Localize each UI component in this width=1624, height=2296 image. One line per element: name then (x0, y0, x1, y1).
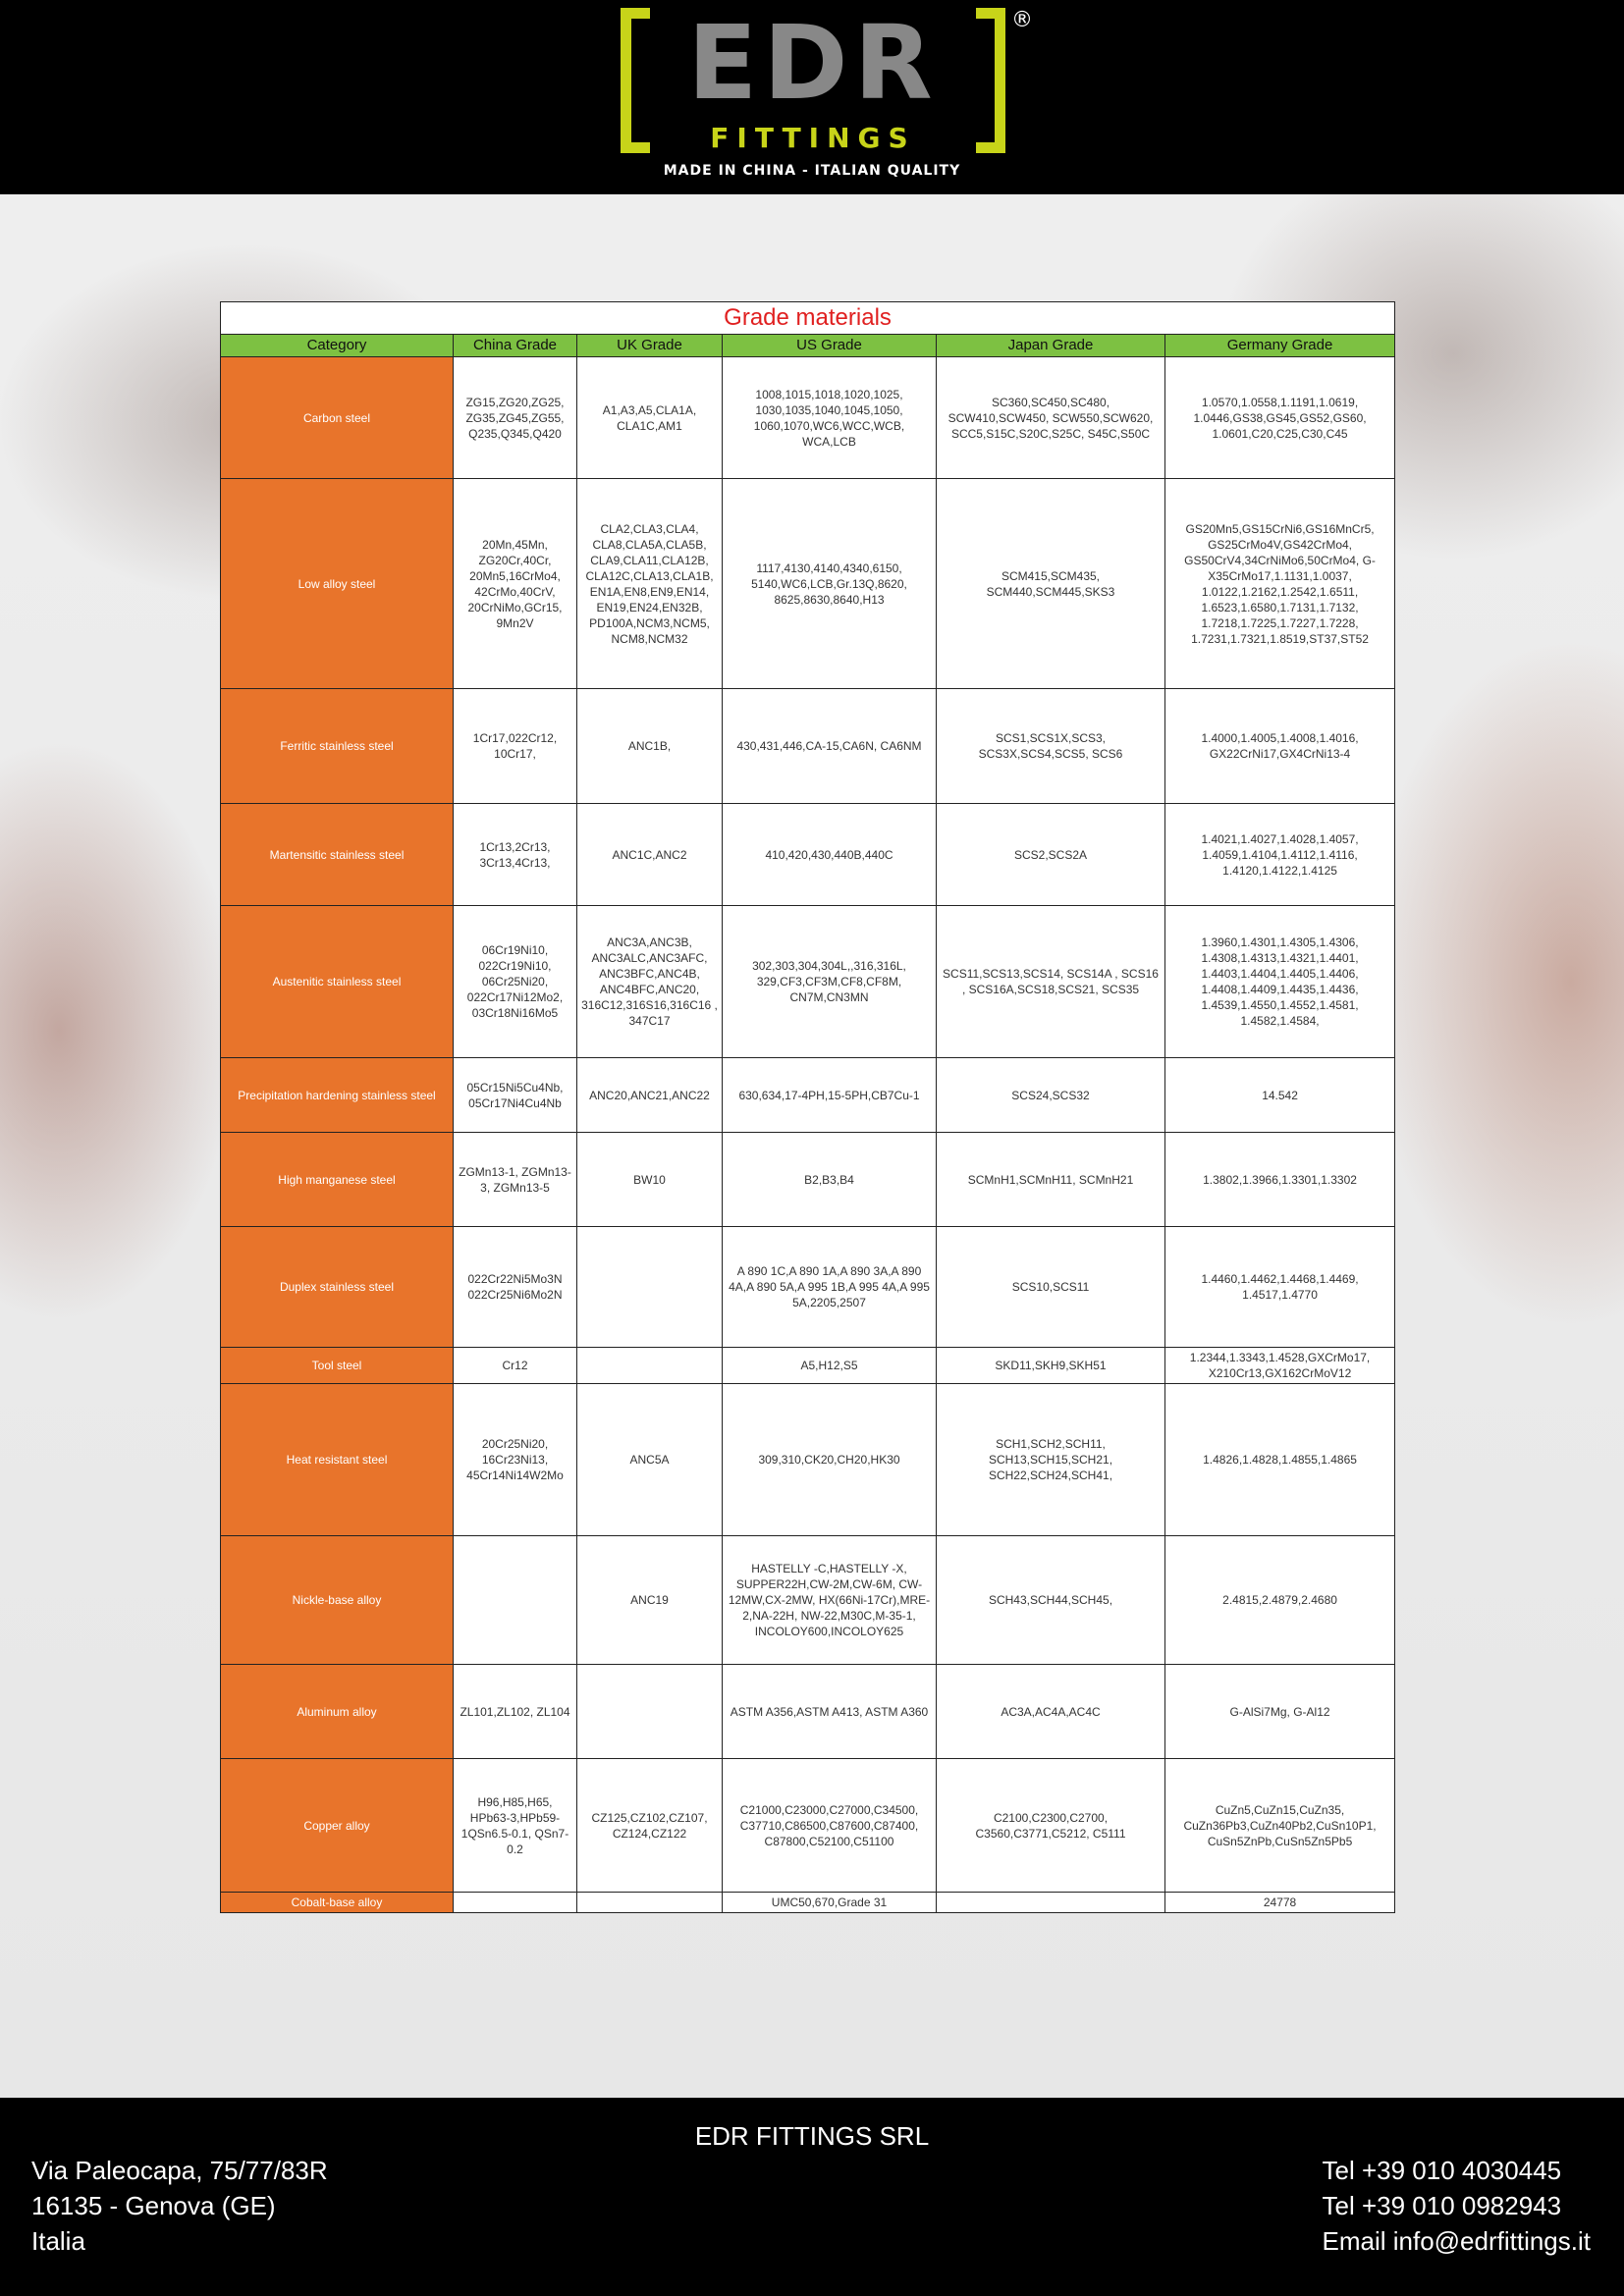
cell-us-grade: C21000,C23000,C27000,C34500, C37710,C86500,C87600,C87400, C87800,C52100,C51100 (723, 1759, 937, 1893)
table-row (221, 1536, 1395, 1665)
cell-china-grade: 1Cr17,022Cr12, 10Cr17, (454, 689, 577, 804)
cell-china-grade: H96,H85,H65, HPb63-3,HPb59-1QSn6.5-0.1, QSn7-0.2 (454, 1759, 577, 1893)
table-header-row (221, 335, 1395, 357)
cell-us-grade: A5,H12,S5 (723, 1348, 937, 1384)
table-row (221, 1665, 1395, 1759)
cell-japan-grade: SKD11,SKH9,SKH51 (937, 1348, 1165, 1384)
cell-germany-grade: 1.3960,1.4301,1.4305,1.4306, 1.4308,1.4313,1.4321,1.4401, 1.4403,1.4404,1.4405,1.4406, 1.4408,1.4409,1.4435,1.4436, 1.4539,1.4550,1.4552,1.4581, 1.4582,1.4584, (1165, 906, 1395, 1058)
cell-japan-grade: SCS10,SCS11 (937, 1227, 1165, 1348)
cell-germany-grade: 1.2344,1.3343,1.4528,GXCrMo17, X210Cr13,GX162CrMoV12 (1165, 1348, 1395, 1384)
logo-subtext: FITTINGS (710, 122, 916, 154)
cell-uk-grade: CZ125,CZ102,CZ107, CZ124,CZ122 (577, 1759, 723, 1893)
table-row (221, 1384, 1395, 1536)
cell-germany-grade: 24778 (1165, 1893, 1395, 1913)
cell-category: Austenitic stainless steel (221, 906, 454, 1058)
cell-us-grade: 410,420,430,440B,440C (723, 804, 937, 906)
cell-japan-grade: SCS24,SCS32 (937, 1058, 1165, 1133)
cell-japan-grade: SCM415,SCM435, SCM440,SCM445,SKS3 (937, 479, 1165, 689)
cell-japan-grade: C2100,C2300,C2700, C3560,C3771,C5212, C5111 (937, 1759, 1165, 1893)
edr-logo (621, 3, 1005, 154)
table-row (221, 1058, 1395, 1133)
cell-us-grade: 430,431,446,CA-15,CA6N, CA6NM (723, 689, 937, 804)
table-title: Grade materials (221, 302, 1395, 335)
cell-germany-grade: GS20Mn5,GS15CrNi6,GS16MnCr5, GS25CrMo4V,GS42CrMo4, GS50CrV4,34CrNiMo6,50CrMo4, G-X35CrMo17,1.1131,1.0037, 1.0122,1.2162,1.2542,1.6511, 1.6523,1.6580,1.7131,1.7132, 1.7218,1.7225,1.7227,1.7228, 1.7231,1.7321,1.8519,ST37,ST52 (1165, 479, 1395, 689)
cell-germany-grade: CuZn5,CuZn15,CuZn35, CuZn36Pb3,CuZn40Pb2,CuSn10P1, CuSn5ZnPb,CuSn5Zn5Pb5 (1165, 1759, 1395, 1893)
cell-germany-grade: 1.3802,1.3966,1.3301,1.3302 (1165, 1133, 1395, 1227)
table-row (221, 1133, 1395, 1227)
grade-materials-table-container (220, 301, 1394, 1913)
cell-china-grade (454, 1536, 577, 1665)
table-row (221, 1759, 1395, 1893)
cell-category: Cobalt-base alloy (221, 1893, 454, 1913)
grade-materials-table (220, 301, 1395, 1913)
tagline: MADE IN CHINA - ITALIAN QUALITY (663, 163, 961, 179)
logo-text: EDR (687, 3, 939, 123)
email-link[interactable]: Email info@edrfittings.it (1322, 2226, 1591, 2256)
cell-us-grade: 302,303,304,304L,,316,316L, 329,CF3,CF3M,CF8,CF8M, CN7M,CN3MN (723, 906, 937, 1058)
table-row (221, 1227, 1395, 1348)
table-row (221, 1893, 1395, 1913)
cell-china-grade (454, 1893, 577, 1913)
cell-category: Copper alloy (221, 1759, 454, 1893)
cell-china-grade: 05Cr15Ni5Cu4Nb, 05Cr17Ni4Cu4Nb (454, 1058, 577, 1133)
cell-category: Aluminum alloy (221, 1665, 454, 1759)
cell-germany-grade: 2.4815,2.4879,2.4680 (1165, 1536, 1395, 1665)
table-row (221, 906, 1395, 1058)
logo-bracket-left (621, 8, 650, 153)
phone-2: Tel +39 010 0982943 (1322, 2191, 1562, 2220)
cell-us-grade: UMC50,670,Grade 31 (723, 1893, 937, 1913)
cell-category: High manganese steel (221, 1133, 454, 1227)
cell-category: Duplex stainless steel (221, 1227, 454, 1348)
cell-us-grade: 309,310,CK20,CH20,HK30 (723, 1384, 937, 1536)
cell-china-grade: 20Mn,45Mn, ZG20Cr,40Cr, 20Mn5,16CrMo4, 42CrMo,40CrV, 20CrNiMo,GCr15, 9Mn2V (454, 479, 577, 689)
page-header (0, 0, 1624, 194)
cell-china-grade: ZGMn13-1, ZGMn13-3, ZGMn13-5 (454, 1133, 577, 1227)
cell-china-grade: 022Cr22Ni5Mo3N 022Cr25Ni6Mo2N (454, 1227, 577, 1348)
cell-us-grade: HASTELLY -C,HASTELLY -X, SUPPER22H,CW-2M,CW-6M, CW-12MW,CX-2MW, HX(66Ni-17Cr),MRE-2,NA-22H, NW-22,M30C,M-35-1, INCOLOY600,INCOLOY625 (723, 1536, 937, 1665)
registered-mark: ® (1011, 8, 1033, 32)
cell-germany-grade: 1.4021,1.4027,1.4028,1.4057, 1.4059,1.4104,1.4112,1.4116, 1.4120,1.4122,1.4125 (1165, 804, 1395, 906)
table-row (221, 357, 1395, 479)
cell-china-grade: 1Cr13,2Cr13, 3Cr13,4Cr13, (454, 804, 577, 906)
cell-category: Nickle-base alloy (221, 1536, 454, 1665)
cell-germany-grade: 1.4826,1.4828,1.4855,1.4865 (1165, 1384, 1395, 1536)
cell-uk-grade: CLA2,CLA3,CLA4, CLA8,CLA5A,CLA5B, CLA9,CLA11,CLA12B, CLA12C,CLA13,CLA1B, EN1A,EN8,EN9,EN14, EN19,EN24,EN32B, PD100A,NCM3,NCM5, NCM8,NCM32 (577, 479, 723, 689)
table-row (221, 1348, 1395, 1384)
cell-china-grade: ZG15,ZG20,ZG25, ZG35,ZG45,ZG55, Q235,Q345,Q420 (454, 357, 577, 479)
cell-china-grade: ZL101,ZL102, ZL104 (454, 1665, 577, 1759)
cell-germany-grade: 14.542 (1165, 1058, 1395, 1133)
cell-category: Heat resistant steel (221, 1384, 454, 1536)
cell-us-grade: B2,B3,B4 (723, 1133, 937, 1227)
table-row (221, 479, 1395, 689)
cell-japan-grade: SCS2,SCS2A (937, 804, 1165, 906)
column-header-uk: UK Grade (577, 335, 723, 357)
cell-category: Ferritic stainless steel (221, 689, 454, 804)
address-line: 16135 - Genova (GE) (31, 2191, 276, 2220)
column-header-china: China Grade (454, 335, 577, 357)
table-body (221, 357, 1395, 1913)
cell-category: Low alloy steel (221, 479, 454, 689)
cell-china-grade: 20Cr25Ni20, 16Cr23Ni13, 45Cr14Ni14W2Mo (454, 1384, 577, 1536)
cell-china-grade: 06Cr19Ni10, 022Cr19Ni10, 06Cr25Ni20, 022Cr17Ni12Mo2, 03Cr18Ni16Mo5 (454, 906, 577, 1058)
cell-category: Tool steel (221, 1348, 454, 1384)
contact-block (1323, 2153, 1592, 2259)
address-line: Italia (31, 2226, 85, 2256)
cell-uk-grade: ANC19 (577, 1536, 723, 1665)
cell-germany-grade: G-AlSi7Mg, G-Al12 (1165, 1665, 1395, 1759)
cell-germany-grade: 1.0570,1.0558,1.1191,1.0619, 1.0446,GS38,GS45,GS52,GS60, 1.0601,C20,C25,C30,C45 (1165, 357, 1395, 479)
cell-japan-grade: SCH43,SCH44,SCH45, (937, 1536, 1165, 1665)
cell-uk-grade: ANC20,ANC21,ANC22 (577, 1058, 723, 1133)
cell-uk-grade: BW10 (577, 1133, 723, 1227)
company-name: EDR FITTINGS SRL (694, 2121, 930, 2151)
cell-japan-grade: SC360,SC450,SC480, SCW410,SCW450, SCW550,SCW620, SCC5,S15C,S20C,S25C, S45C,S50C (937, 357, 1165, 479)
address-line: Via Paleocapa, 75/77/83R (31, 2156, 328, 2185)
cell-us-grade: 1008,1015,1018,1020,1025, 1030,1035,1040,1045,1050, 1060,1070,WC6,WCC,WCB, WCA,LCB (723, 357, 937, 479)
cell-us-grade: A 890 1C,A 890 1A,A 890 3A,A 890 4A,A 890 5A,A 995 1B,A 995 4A,A 995 5A,2205,2507 (723, 1227, 937, 1348)
cell-uk-grade (577, 1227, 723, 1348)
cell-japan-grade: SCMnH1,SCMnH11, SCMnH21 (937, 1133, 1165, 1227)
cell-uk-grade: ANC1C,ANC2 (577, 804, 723, 906)
page-footer (0, 2098, 1624, 2296)
cell-uk-grade (577, 1348, 723, 1384)
cell-germany-grade: 1.4460,1.4462,1.4468,1.4469, 1.4517,1.4770 (1165, 1227, 1395, 1348)
cell-us-grade: 1117,4130,4140,4340,6150, 5140,WC6,LCB,Gr.13Q,8620, 8625,8630,8640,H13 (723, 479, 937, 689)
cell-uk-grade: ANC3A,ANC3B, ANC3ALC,ANC3AFC, ANC3BFC,ANC4B, ANC4BFC,ANC20, 316C12,316S16,316C16 , 347C17 (577, 906, 723, 1058)
column-header-germany: Germany Grade (1165, 335, 1395, 357)
cell-uk-grade (577, 1893, 723, 1913)
cell-us-grade: ASTM A356,ASTM A413, ASTM A360 (723, 1665, 937, 1759)
cell-uk-grade: A1,A3,A5,CLA1A, CLA1C,AM1 (577, 357, 723, 479)
table-row (221, 689, 1395, 804)
logo-bracket-right (976, 8, 1005, 153)
cell-uk-grade (577, 1665, 723, 1759)
cell-category: Precipitation hardening stainless steel (221, 1058, 454, 1133)
column-header-us: US Grade (723, 335, 937, 357)
column-header-category: Category (221, 335, 454, 357)
cell-uk-grade: ANC5A (577, 1384, 723, 1536)
cell-japan-grade (937, 1893, 1165, 1913)
cell-us-grade: 630,634,17-4PH,15-5PH,CB7Cu-1 (723, 1058, 937, 1133)
cell-japan-grade: SCS1,SCS1X,SCS3, SCS3X,SCS4,SCS5, SCS6 (937, 689, 1165, 804)
cell-uk-grade: ANC1B, (577, 689, 723, 804)
cell-japan-grade: SCH1,SCH2,SCH11, SCH13,SCH15,SCH21, SCH22,SCH24,SCH41, (937, 1384, 1165, 1536)
cell-china-grade: Cr12 (454, 1348, 577, 1384)
cell-category: Carbon steel (221, 357, 454, 479)
column-header-japan: Japan Grade (937, 335, 1165, 357)
table-row (221, 804, 1395, 906)
address-block (31, 2153, 328, 2259)
cell-germany-grade: 1.4000,1.4005,1.4008,1.4016, GX22CrNi17,GX4CrNi13-4 (1165, 689, 1395, 804)
phone-1: Tel +39 010 4030445 (1322, 2156, 1562, 2185)
cell-category: Martensitic stainless steel (221, 804, 454, 906)
cell-japan-grade: AC3A,AC4A,AC4C (937, 1665, 1165, 1759)
cell-japan-grade: SCS11,SCS13,SCS14, SCS14A , SCS16 , SCS16A,SCS18,SCS21, SCS35 (937, 906, 1165, 1058)
